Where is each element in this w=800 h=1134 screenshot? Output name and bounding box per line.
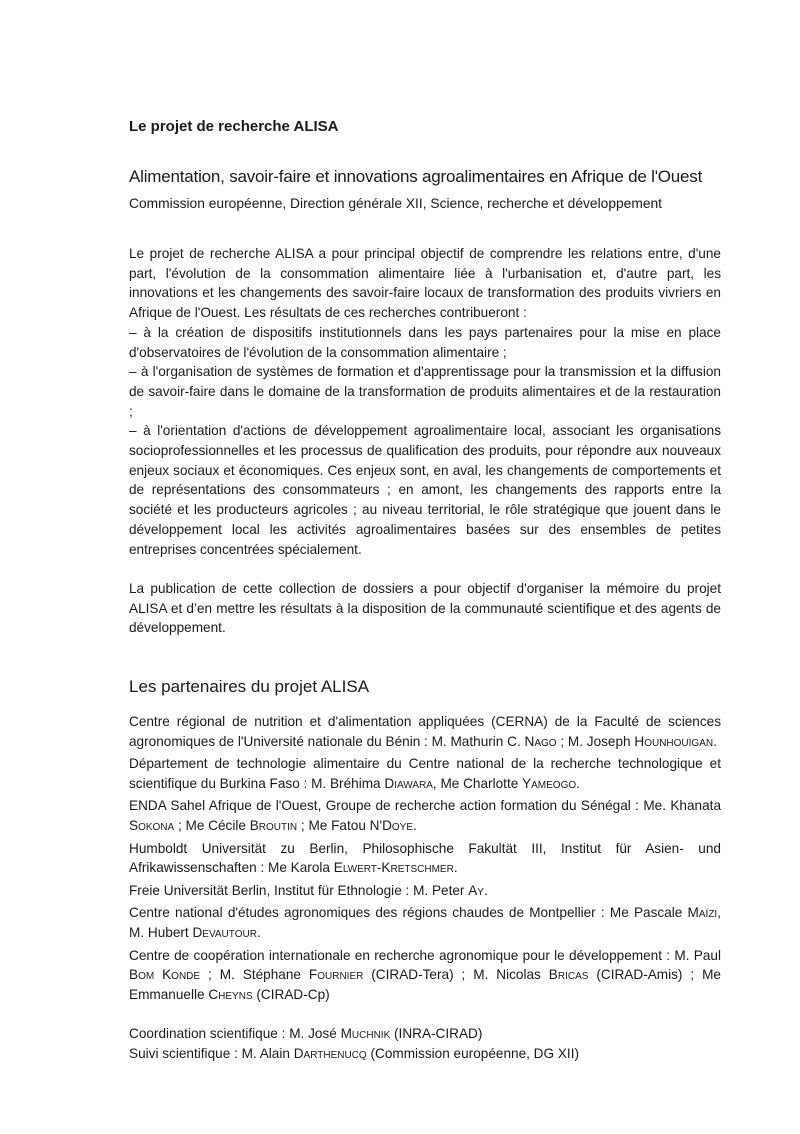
person-surname: Broutin xyxy=(249,818,298,834)
partner-text: (CIRAD-Cp) xyxy=(252,986,330,1002)
person-surname: Devautour xyxy=(192,924,257,940)
person-surname: Cheyns xyxy=(208,986,253,1002)
partner-text: Centre national d'études agronomiques des régions chaudes de Montpellier : Me Pascale xyxy=(129,905,688,921)
partner-entry xyxy=(129,712,721,751)
partner-text: Humboldt Universität zu Berlin, Philosophische Fakultät III, Institut für Asien- und Afrikawissenschaften : Me Karola xyxy=(129,840,721,876)
partner-text: Département de technologie alimentaire du Centre national de la recherche technologique et scientifique du Burkina Faso : M. Bréhima xyxy=(129,756,721,791)
person-surname: Elwert-Kretschmer xyxy=(333,860,454,876)
person-surname: Bricas xyxy=(548,967,589,983)
commission-line: Commission européenne, Direction générale XII, Science, recherche et développement xyxy=(129,196,663,211)
partner-text: . xyxy=(576,775,580,791)
partner-entry xyxy=(129,754,721,793)
coordination-line xyxy=(129,1024,721,1044)
partner-text: ; M. Joseph xyxy=(556,733,635,749)
person-surname: Nago xyxy=(524,733,557,749)
coordination-block xyxy=(129,1024,721,1064)
partner-text: ; M. Stéphane xyxy=(200,967,309,983)
partner-entry xyxy=(129,796,721,835)
partner-text: , Me Charlotte xyxy=(432,775,523,791)
partner-text: (CIRAD-Tera) ; M. Nicolas xyxy=(363,967,549,983)
person-surname: Hounhouigan xyxy=(634,733,714,749)
partner-entry xyxy=(129,946,721,1005)
partner-entry xyxy=(129,903,721,942)
project-description xyxy=(129,244,721,638)
bullet-item: – à l'organisation de systèmes de formation et d'apprentissage pour la transmission et la diffusion de savoir-faire dans le domaine de la transformation de produits alimentaires et de la restauration ; xyxy=(129,364,721,419)
partners-heading: Les partenaires du projet ALISA xyxy=(129,677,370,697)
publication-paragraph: La publication de cette collection de dossiers a pour objectif d'organiser la mémoire du projet ALISA et d’en mettre les résultats à la disposition de la communauté scientifique et des agents de développement. xyxy=(129,580,721,636)
bullet-item: – à la création de dispositifs institutionnels dans les pays partenaires pour la mise en place d'observatoires de l'évolution de la consommation alimentaire ; xyxy=(129,324,721,360)
partner-text: ; Me Fatou xyxy=(297,818,370,834)
partner-text: , M. Hubert xyxy=(129,905,721,940)
partner-text: ENDA Sahel Afrique de l'Ouest, Groupe de recherche action formation du Sénégal : Me. Khanata xyxy=(129,798,721,814)
partner-text: . xyxy=(256,924,261,940)
person-surname: Maïzi xyxy=(687,905,718,921)
page-title: Le projet de recherche ALISA xyxy=(129,118,339,135)
coordination-text: (INRA-CIRAD) xyxy=(390,1026,483,1042)
person-surname: Darthenucq xyxy=(293,1046,367,1062)
person-surname: N'Doye xyxy=(369,818,414,834)
person-surname: Diawara xyxy=(384,775,433,791)
subtitle: Alimentation, savoir-faire et innovations agroalimentaires en Afrique de l'Ouest xyxy=(129,167,703,186)
intro-text: Le projet de recherche ALISA a pour principal objectif de comprendre les relations entre, d'une part, l'évolution de la consommation alimentaire liée à l'urbanisation et, d'autre part, les innovations et les changements des savoir-faire locaux de transformation des produits vivriers en Afrique de l'Ouest. Les résultats de ces recherches contribueront : xyxy=(129,246,721,321)
person-surname: Ay xyxy=(468,882,484,898)
partner-entry xyxy=(129,881,721,901)
person-surname: Sokona xyxy=(129,818,175,834)
person-surname: Fournier xyxy=(308,967,364,983)
person-surname: Muchnik xyxy=(340,1026,391,1042)
partner-text: Freie Universität Berlin, Institut für Ethnologie : M. Peter xyxy=(129,882,469,898)
partner-text: Centre régional de nutrition et d'alimentation appliquées (CERNA) de la Faculté de sciences agronomiques de l'Université nationale du Bénin : M. Mathurin C. xyxy=(129,714,721,749)
coordination-text: Coordination scientifique : M. José xyxy=(129,1026,341,1042)
partner-text: . xyxy=(713,733,717,749)
person-surname: Bom Konde xyxy=(129,967,201,983)
suivi-text: Suivi scientifique : M. Alain xyxy=(129,1046,294,1062)
partner-text: . xyxy=(413,818,417,834)
suivi-line xyxy=(129,1044,721,1064)
partner-text: ; Me Cécile xyxy=(174,818,250,834)
partners-list xyxy=(129,712,721,1004)
suivi-text: (Commission européenne, DG XII) xyxy=(366,1046,579,1062)
document-page xyxy=(129,0,721,1064)
partner-text: Centre de coopération internationale en recherche agronomique pour le développement : M. Paul xyxy=(129,947,721,963)
bullet-item: – à l'orientation d'actions de développement agroalimentaire local, associant les organisations socioprofessionnelles et les processus de qualification des produits, pour répondre aux nouveaux enjeux sociaux et économiques. Ces enjeux sont, en aval, les changements de comportements et de représentations des consommateurs ; en amont, les changements des rapports entre la société et les producteurs agricoles ; au niveau territorial, le rôle stratégique que jouent dans le développement local les activités agroalimentaires basées sur des ensembles de petites entreprises concentrées spécialement. xyxy=(129,423,721,557)
partner-text: (CIRAD-Amis) ; Me Emmanuelle xyxy=(129,967,721,1002)
partner-text: . xyxy=(453,860,458,876)
partner-text: . xyxy=(483,882,488,898)
partner-entry xyxy=(129,839,721,878)
person-surname: Yameogo xyxy=(522,775,577,791)
description-paragraph xyxy=(129,244,721,559)
